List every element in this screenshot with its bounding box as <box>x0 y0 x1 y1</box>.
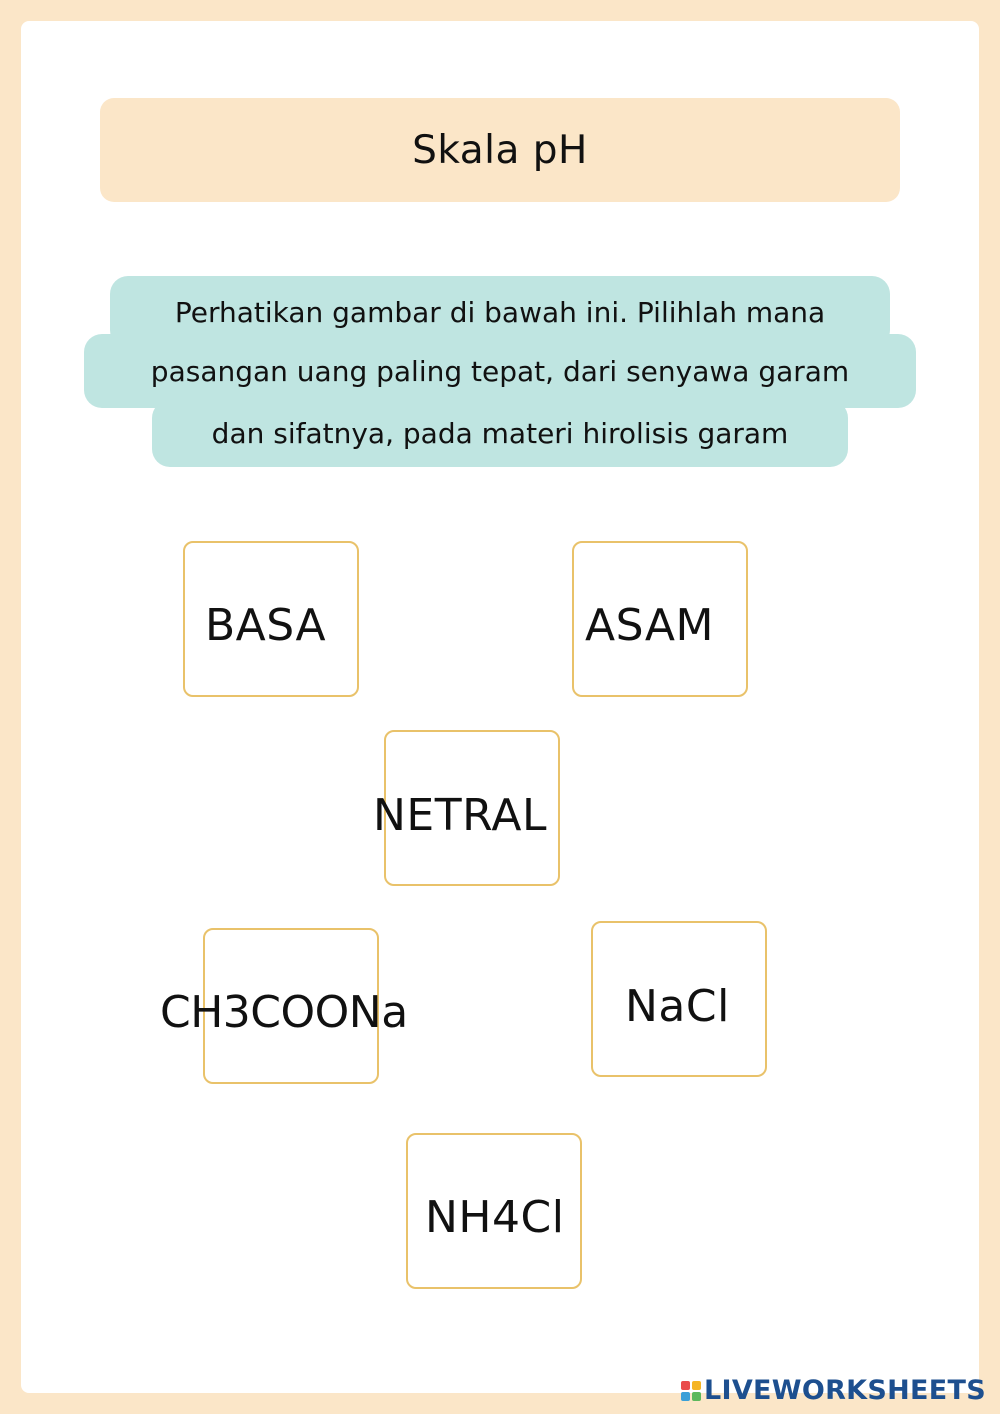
logo-text: LIVEWORKSHEETS <box>703 1375 986 1406</box>
card-label-netral[interactable]: NETRAL <box>373 790 547 841</box>
instruction-line-3: dan sifatnya, pada materi hirolisis garam <box>152 400 848 467</box>
card-label-ch3coona[interactable]: CH3COONa <box>160 987 408 1038</box>
page-title: Skala pH <box>412 127 588 173</box>
card-label-nacl[interactable]: NaCl <box>625 981 730 1032</box>
instruction-line-1: Perhatikan gambar di bawah ini. Pilihlah mana <box>110 276 890 348</box>
instruction-line-2: pasangan uang paling tepat, dari senyawa garam <box>84 334 916 408</box>
card-label-asam[interactable]: ASAM <box>585 600 714 651</box>
card-label-basa[interactable]: BASA <box>205 600 327 651</box>
liveworksheets-logo-icon <box>681 1381 701 1401</box>
card-label-nh4cl[interactable]: NH4Cl <box>425 1192 565 1243</box>
liveworksheets-logo <box>681 1375 986 1406</box>
title-banner <box>100 98 900 202</box>
